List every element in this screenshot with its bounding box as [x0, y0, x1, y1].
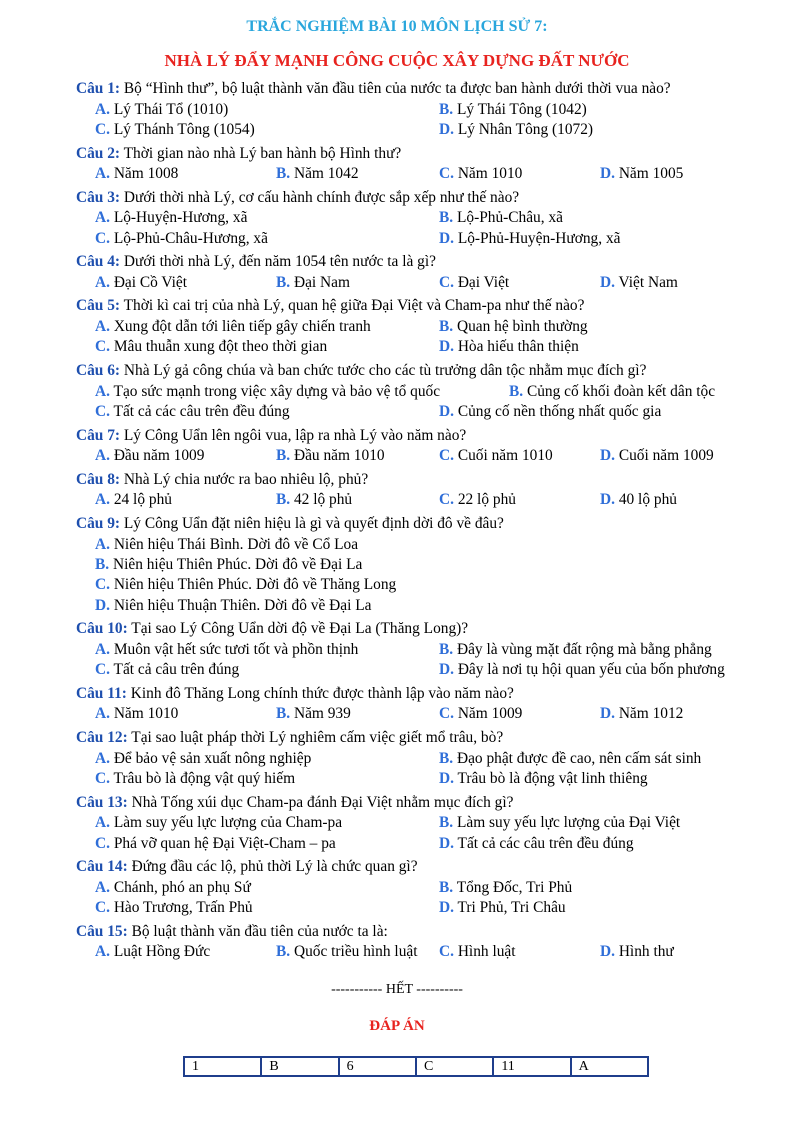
- answer-option-b: [276, 490, 352, 510]
- option-letter: C.: [439, 491, 454, 509]
- answer-cell: 11: [493, 1057, 570, 1076]
- option-text: Đạo phật được đề cao, nên cấm sát sinh: [453, 749, 702, 767]
- question-block: [76, 727, 776, 789]
- option-text: Năm 1009: [453, 705, 523, 723]
- options-row: [76, 769, 776, 789]
- question-stem: Nhà Tống xúi dục Cham-pa đánh Đại Việt nhằm mục đích gì?: [127, 793, 514, 811]
- option-letter: D.: [600, 273, 615, 291]
- option-text: Quốc triều hình luật: [290, 943, 418, 961]
- option-text: Việt Nam: [614, 273, 678, 291]
- answer-cell: B: [261, 1057, 338, 1076]
- end-marker: ----------- HẾT ----------: [331, 982, 463, 997]
- question-text: [76, 425, 776, 447]
- options-row: [76, 120, 776, 140]
- answer-option-d: [439, 898, 566, 918]
- question-number: Câu 12:: [76, 729, 128, 747]
- options-row: [76, 704, 776, 724]
- answer-cell: A: [571, 1057, 648, 1076]
- options-row: [76, 596, 776, 616]
- answer-option-d: [600, 164, 683, 184]
- option-letter: A.: [95, 705, 110, 723]
- answer-option-b: [276, 446, 385, 466]
- option-letter: B.: [276, 943, 291, 961]
- option-text: Năm 1010: [109, 705, 179, 723]
- option-text: Củng cố nền thống nhất quốc gia: [453, 403, 662, 421]
- option-letter: A.: [95, 318, 110, 336]
- question-block: [76, 513, 776, 616]
- question-block: [76, 469, 776, 511]
- option-letter: D.: [439, 834, 454, 852]
- options-row: [76, 317, 776, 337]
- question-stem: Thời gian nào nhà Lý ban hành bộ Hình thư?: [120, 144, 402, 162]
- option-text: Đại Cồ Việt: [109, 273, 187, 291]
- option-text: Tổng Đốc, Tri Phủ: [453, 878, 573, 896]
- answer-option-c: [439, 446, 553, 466]
- answer-option-c: [439, 490, 516, 510]
- options-row: [76, 100, 776, 120]
- answer-option-a: [95, 382, 440, 402]
- question-stem: Thời kì cai trị của nhà Lý, quan hệ giữa Đại Việt và Cham-pa như thế nào?: [120, 297, 585, 315]
- question-number: Câu 1:: [76, 80, 121, 97]
- answer-option-d: [95, 596, 371, 616]
- question-block: [76, 856, 776, 918]
- answer-option-c: [439, 273, 509, 293]
- answer-option-b: [276, 704, 351, 724]
- question-stem: Lý Công Uẩn lên ngôi vua, lập ra nhà Lý vào năm nào?: [120, 426, 467, 444]
- option-text: Năm 939: [290, 705, 351, 723]
- answer-option-b: [439, 878, 572, 898]
- question-text: [76, 295, 776, 317]
- options-row: [76, 555, 776, 575]
- option-text: Tất cả câu trên đúng: [109, 661, 240, 679]
- answer-option-c: [95, 402, 290, 422]
- question-block: [76, 792, 776, 854]
- option-letter: D.: [439, 338, 454, 356]
- answer-option-d: [600, 490, 677, 510]
- answer-cell: 6: [339, 1057, 416, 1076]
- answer-option-a: [95, 164, 178, 184]
- options-row: [76, 208, 776, 228]
- answer-option-d: [600, 446, 714, 466]
- option-letter: C.: [439, 273, 454, 291]
- option-text: Lộ-Phủ-Huyện-Hương, xã: [453, 229, 621, 247]
- question-text: [76, 683, 776, 705]
- answer-option-d: [439, 229, 620, 249]
- option-letter: A.: [95, 165, 110, 183]
- answer-option-d: [439, 834, 634, 854]
- answer-option-a: [95, 813, 342, 833]
- options-row: [76, 164, 776, 184]
- option-text: 24 lộ phủ: [109, 491, 172, 509]
- option-text: Phá vỡ quan hệ Đại Việt-Cham – pa: [109, 834, 336, 852]
- option-letter: A.: [95, 943, 110, 961]
- answer-option-a: [95, 317, 371, 337]
- option-text: Làm suy yếu lực lượng của Đại Việt: [453, 814, 681, 832]
- table-row: [184, 1057, 648, 1076]
- options-row: [76, 490, 776, 510]
- option-letter: C.: [95, 229, 110, 247]
- option-text: Hình thư: [614, 943, 674, 961]
- question-block: [76, 618, 776, 680]
- option-letter: B.: [439, 749, 454, 767]
- option-letter: A.: [95, 878, 110, 896]
- option-letter: C.: [95, 661, 110, 679]
- option-letter: C.: [95, 834, 110, 852]
- answer-option-d: [439, 660, 725, 680]
- option-letter: B.: [276, 447, 291, 465]
- question-number: Câu 3:: [76, 188, 121, 206]
- option-letter: A.: [95, 100, 110, 118]
- question-number: Câu 5:: [76, 297, 121, 315]
- page-subtitle: NHÀ LÝ ĐẨY MẠNH CÔNG CUỘC XÂY DỰNG ĐẤT NƯỚC: [164, 51, 630, 70]
- question-number: Câu 11:: [76, 684, 127, 702]
- question-number: Câu 15:: [76, 922, 128, 940]
- answer-option-a: [95, 640, 358, 660]
- options-row: [76, 640, 776, 660]
- answer-option-a: [95, 878, 251, 898]
- question-block: [76, 921, 776, 963]
- option-letter: B.: [439, 640, 454, 658]
- option-text: Năm 1008: [109, 165, 179, 183]
- answer-option-d: [600, 942, 674, 962]
- options-row: [76, 749, 776, 769]
- option-text: Quan hệ bình thường: [453, 318, 588, 336]
- option-text: Cuối năm 1010: [453, 447, 553, 465]
- question-text: [76, 856, 776, 878]
- option-letter: C.: [95, 403, 110, 421]
- option-text: Năm 1010: [453, 165, 523, 183]
- question-number: Câu 2:: [76, 144, 121, 162]
- option-text: Niên hiệu Thuận Thiên. Dời đô về Đại La: [109, 596, 372, 614]
- option-letter: C.: [439, 165, 454, 183]
- question-block: [76, 78, 776, 140]
- answer-option-c: [95, 834, 336, 854]
- question-block: [76, 683, 776, 725]
- question-number: Câu 7:: [76, 426, 121, 444]
- question-text: [76, 618, 776, 640]
- option-letter: A.: [95, 749, 110, 767]
- option-letter: D.: [439, 899, 454, 917]
- option-text: 40 lộ phủ: [614, 491, 677, 509]
- option-letter: C.: [439, 447, 454, 465]
- option-text: Hình luật: [453, 943, 516, 961]
- options-row: [76, 898, 776, 918]
- question-block: [76, 187, 776, 249]
- question-number: Câu 10:: [76, 620, 128, 638]
- option-text: Luật Hồng Đức: [109, 943, 211, 961]
- options-row: [76, 535, 776, 555]
- answer-option-d: [439, 120, 593, 140]
- option-letter: B.: [439, 100, 454, 118]
- option-text: Đây là vùng mặt đất rộng mà bằng phẳng: [453, 640, 712, 658]
- question-number: Câu 13:: [76, 793, 128, 811]
- answer-option-a: [95, 273, 187, 293]
- option-text: Trâu bò là động vật quý hiếm: [109, 770, 296, 787]
- options-row: [76, 878, 776, 898]
- answer-option-a: [95, 100, 228, 120]
- question-text: [76, 78, 776, 100]
- option-text: Lý Nhân Tông (1072): [453, 120, 594, 138]
- option-text: Mâu thuẫn xung đột theo thời gian: [109, 338, 328, 356]
- question-stem: Tại sao luật pháp thời Lý nghiêm cấm việc giết mổ trâu, bò?: [127, 729, 504, 747]
- option-text: Lý Thái Tông (1042): [453, 100, 587, 118]
- question-text: [76, 360, 776, 382]
- option-text: 42 lộ phủ: [290, 491, 353, 509]
- option-text: Năm 1042: [290, 165, 359, 183]
- question-list: [76, 78, 776, 965]
- answer-option-c: [439, 942, 516, 962]
- question-block: [76, 360, 776, 422]
- answer-option-d: [600, 704, 683, 724]
- options-row: [76, 942, 776, 962]
- answer-option-b: [439, 813, 680, 833]
- answer-option-c: [439, 704, 522, 724]
- option-text: Xung đột dẫn tới liên tiếp gây chiến tranh: [109, 318, 371, 336]
- question-stem: Nhà Lý gả công chúa và ban chức tước cho các tù trưởng dân tộc nhằm mục đích gì?: [120, 362, 647, 380]
- question-block: [76, 143, 776, 185]
- answer-option-b: [439, 749, 701, 769]
- option-letter: D.: [439, 120, 454, 138]
- answer-option-a: [95, 490, 172, 510]
- question-stem: Kinh đô Thăng Long chính thức được thành lập vào năm nào?: [126, 684, 514, 702]
- option-text: 22 lộ phủ: [453, 491, 516, 509]
- option-text: Tạo sức mạnh trong việc xây dựng và bảo vệ tổ quốc: [109, 382, 441, 400]
- option-letter: B.: [439, 318, 454, 336]
- option-letter: C.: [439, 705, 454, 723]
- option-letter: D.: [600, 165, 615, 183]
- option-letter: C.: [95, 338, 110, 356]
- options-row: [76, 660, 776, 680]
- option-letter: D.: [439, 770, 454, 787]
- options-row: [76, 402, 776, 422]
- question-stem: Dưới thời nhà Lý, đến năm 1054 tên nước ta là gì?: [120, 253, 436, 271]
- question-number: Câu 4:: [76, 253, 121, 271]
- option-text: Đầu năm 1010: [290, 447, 385, 465]
- answer-option-a: [95, 535, 358, 555]
- answer-option-c: [95, 769, 295, 789]
- option-letter: A.: [95, 640, 110, 658]
- option-letter: C.: [95, 576, 110, 594]
- answer-option-b: [276, 164, 359, 184]
- question-block: [76, 295, 776, 357]
- option-text: Hào Trương, Trấn Phủ: [109, 899, 253, 917]
- option-letter: A.: [95, 535, 110, 553]
- question-stem: Lý Công Uẩn đặt niên hiệu là gì và quyết định dời đô về đâu?: [120, 514, 504, 532]
- answer-cell: C: [416, 1057, 493, 1076]
- option-letter: A.: [95, 491, 110, 509]
- question-number: Câu 14:: [76, 858, 128, 876]
- option-text: Trâu bò là động vật linh thiêng: [453, 770, 648, 787]
- option-text: Cuối năm 1009: [614, 447, 714, 465]
- answer-option-b: [439, 317, 588, 337]
- answer-key-table: [183, 1056, 649, 1077]
- answer-option-c: [95, 660, 239, 680]
- question-text: [76, 727, 776, 749]
- answer-option-c: [95, 120, 255, 140]
- option-text: Làm suy yếu lực lượng của Cham-pa: [109, 814, 343, 832]
- option-letter: D.: [439, 661, 454, 679]
- option-letter: D.: [439, 229, 454, 247]
- question-text: [76, 143, 776, 165]
- option-letter: D.: [600, 705, 615, 723]
- option-letter: A.: [95, 447, 110, 465]
- answer-option-c: [95, 575, 396, 595]
- option-letter: B.: [276, 165, 291, 183]
- option-text: Năm 1012: [614, 705, 684, 723]
- option-letter: C.: [439, 943, 454, 961]
- answer-option-d: [439, 337, 579, 357]
- options-row: [76, 382, 776, 402]
- option-text: Lộ-Phủ-Châu-Hương, xã: [109, 229, 268, 247]
- option-letter: A.: [95, 814, 110, 832]
- option-text: Năm 1005: [614, 165, 684, 183]
- option-letter: C.: [95, 770, 110, 787]
- answer-option-c: [95, 898, 253, 918]
- options-row: [76, 337, 776, 357]
- option-text: Đại Việt: [453, 273, 510, 291]
- answer-option-b: [439, 100, 587, 120]
- question-block: [76, 251, 776, 293]
- question-number: Câu 6:: [76, 362, 121, 380]
- option-letter: B.: [439, 878, 454, 896]
- question-stem: Dưới thời nhà Lý, cơ cấu hành chính được sắp xếp như thế nào?: [120, 188, 520, 206]
- options-row: [76, 813, 776, 833]
- option-letter: A.: [95, 382, 110, 400]
- options-row: [76, 229, 776, 249]
- answer-key-title: ĐÁP ÁN: [369, 1018, 425, 1034]
- options-row: [76, 834, 776, 854]
- answer-option-a: [95, 942, 210, 962]
- answer-option-a: [95, 749, 311, 769]
- option-letter: B.: [95, 555, 110, 573]
- option-letter: B.: [509, 382, 524, 400]
- answer-option-c: [439, 164, 522, 184]
- options-row: [76, 575, 776, 595]
- option-letter: B.: [276, 705, 291, 723]
- option-letter: D.: [600, 447, 615, 465]
- question-text: [76, 187, 776, 209]
- answer-option-b: [276, 942, 418, 962]
- option-text: Hòa hiếu thân thiện: [453, 338, 579, 356]
- question-text: [76, 251, 776, 273]
- answer-option-b: [509, 382, 715, 402]
- question-text: [76, 513, 776, 535]
- option-letter: C.: [95, 120, 110, 138]
- answer-option-a: [95, 446, 204, 466]
- answer-option-b: [95, 555, 362, 575]
- answer-option-b: [439, 640, 712, 660]
- option-text: Tất cả các câu trên đều đúng: [109, 403, 290, 421]
- option-text: Để bảo vệ sản xuất nông nghiệp: [109, 749, 312, 767]
- page-title: TRẮC NGHIỆM BÀI 10 MÔN LỊCH SỬ 7:: [246, 18, 548, 35]
- option-text: Tri Phủ, Tri Châu: [453, 899, 566, 917]
- answer-option-d: [439, 769, 648, 789]
- option-letter: B.: [276, 491, 291, 509]
- question-text: [76, 921, 776, 943]
- question-text: [76, 469, 776, 491]
- option-letter: D.: [600, 943, 615, 961]
- option-text: Lộ-Phủ-Châu, xã: [453, 209, 563, 227]
- option-letter: B.: [439, 814, 454, 832]
- answer-option-c: [95, 337, 327, 357]
- option-text: Đầu năm 1009: [109, 447, 205, 465]
- question-number: Câu 8:: [76, 470, 121, 488]
- option-text: Niên hiệu Thái Bình. Dời đô về Cổ Loa: [109, 535, 359, 553]
- option-text: Củng cố khối đoàn kết dân tộc: [523, 382, 716, 400]
- option-letter: B.: [276, 273, 291, 291]
- question-stem: Tại sao Lý Công Uẩn dời độ về Đại La (Thăng Long)?: [127, 620, 469, 638]
- option-text: Đây là nơi tụ hội quan yếu của bốn phương: [453, 661, 725, 679]
- answer-cell: 1: [184, 1057, 261, 1076]
- option-letter: D.: [439, 403, 454, 421]
- option-text: Niên hiệu Thiên Phúc. Dời đô về Thăng Long: [109, 576, 397, 594]
- question-text: [76, 792, 776, 814]
- options-row: [76, 273, 776, 293]
- answer-option-b: [276, 273, 350, 293]
- question-number: Câu 9:: [76, 514, 121, 532]
- option-letter: D.: [95, 596, 110, 614]
- answer-option-a: [95, 704, 178, 724]
- answer-option-d: [600, 273, 678, 293]
- answer-option-d: [439, 402, 661, 422]
- question-stem: Bộ luật thành văn đầu tiên của nước ta là:: [127, 922, 388, 940]
- question-stem: Bộ “Hình thư”, bộ luật thành văn đầu tiên của nước ta được ban hành dưới thời vua nào?: [120, 80, 671, 97]
- option-letter: B.: [439, 209, 454, 227]
- options-row: [76, 446, 776, 466]
- answer-option-a: [95, 208, 247, 228]
- option-letter: C.: [95, 899, 110, 917]
- answer-option-c: [95, 229, 268, 249]
- question-stem: Đứng đầu các lộ, phủ thời Lý là chức quan gì?: [127, 858, 418, 876]
- option-letter: A.: [95, 209, 110, 227]
- answer-option-b: [439, 208, 563, 228]
- option-text: Tất cả các câu trên đều đúng: [453, 834, 634, 852]
- option-text: Lộ-Huyện-Hương, xã: [109, 209, 248, 227]
- option-text: Chánh, phó an phụ Sứ: [109, 878, 251, 896]
- option-text: Lý Thánh Tông (1054): [109, 120, 255, 138]
- option-text: Niên hiệu Thiên Phúc. Dời đô về Đại La: [109, 555, 363, 573]
- question-stem: Nhà Lý chia nước ra bao nhiêu lộ, phủ?: [120, 470, 369, 488]
- option-letter: A.: [95, 273, 110, 291]
- option-text: Lý Thái Tổ (1010): [109, 100, 229, 118]
- option-text: Muôn vật hết sức tươi tốt và phồn thịnh: [109, 640, 359, 658]
- question-block: [76, 425, 776, 467]
- option-letter: D.: [600, 491, 615, 509]
- option-text: Đại Nam: [290, 273, 350, 291]
